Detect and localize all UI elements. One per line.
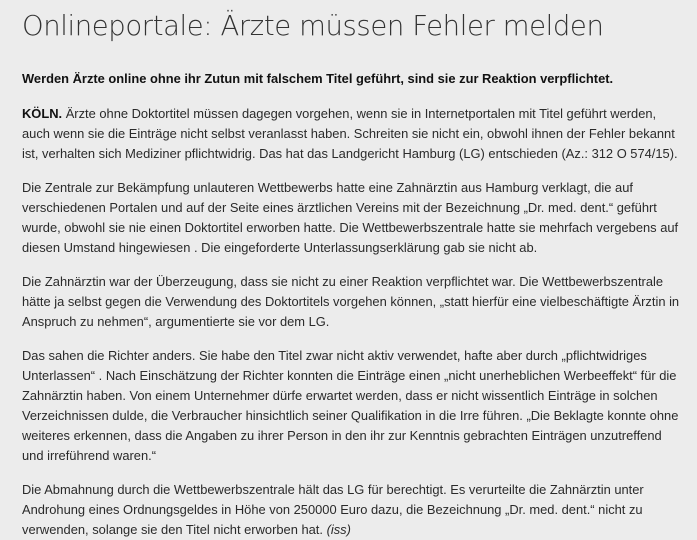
article-lead: Werden Ärzte online ohne ihr Zutun mit falschem Titel geführt, sind sie zur Reaktion verpflichtet. [22,71,614,86]
article-paragraph-5 [22,480,683,540]
paragraph-text: Die Abmahnung durch die Wettbewerbszentrale hält das LG für berechtigt. Es verurteilte die Zahnärztin unter Androhung eines Ordnungsgeldes in Höhe von 250000 Euro dazu, die Bezeichnung „Dr. med. dent.“ nicht zu verwenden, solange sie den Titel nicht erworben hat. [22,482,644,537]
article-paragraph-3: Die Zahnärztin war der Überzeugung, dass sie nicht zu einer Reaktion verpflichtet war. Die Wettbewerbszentrale hätte ja selbst gegen die Verwendung des Doktortitels vorgehen können, „statt hierfür eine vielbeschäftigte Ärztin in Anspruch zu nehmen“, argumentierte sie vor dem LG. [22,274,680,329]
article-paragraph-4: Das sahen die Richter anders. Sie habe den Titel zwar nicht aktiv verwendet, hafte aber durch „pflichtwidriges Unterlassen“ . Nach Einschätzung der Richter konnten die Einträge einen „nicht unerheblichen Werbeeffekt“ für die Zahnärztin haben. Von einem Unternehmer dürfe erwartet werden, dass er nicht wissentlich Einträge in solchen Verzeichnissen dulde, die Verbraucher hinsichtlich seiner Qualifikation in die Irre führen. „Die Beklagte konnte ohne weiteres erkennen, dass die Angaben zu ihrer Person in den ihr zur Kenntnis gebrachten Einträgen unzutreffend und irreführend waren.“ [22,348,679,463]
author-signature: (iss) [326,522,351,537]
article-dateline: KÖLN. [22,106,63,121]
paragraph-text: Ärzte ohne Doktortitel müssen dagegen vorgehen, wenn sie in Internetportalen mit Titel geführt werden, auch wenn sie die Einträge nicht selbst veranlasst haben. Schreiten sie nicht ein, obwohl ihnen der Fehler bekannt ist, verhalten sich Mediziner pflichtwidrig. Das hat das Landgericht Hamburg (LG) entschieden (Az.: 312 O 574/15). [22,106,678,161]
article-paragraph-1 [22,104,683,164]
article-headline: Onlineportale: Ärzte müssen Fehler melden [22,10,604,42]
article-paragraph-2: Die Zentrale zur Bekämpfung unlauteren Wettbewerbs hatte eine Zahnärztin aus Hamburg verklagt, die auf verschiedenen Portalen und auf der Seite eines ärztlichen Vereins mit der Bezeichnung „Dr. med. dent.“ geführt wurde, obwohl sie nie einen Doktortitel erworben hatte. Die Wettbewerbszentrale hatte sie mehrfach vergebens auf diesen Umstand hingewiesen . Die eingeforderte Unterlassungserklärung gab sie nicht ab. [22,180,679,255]
